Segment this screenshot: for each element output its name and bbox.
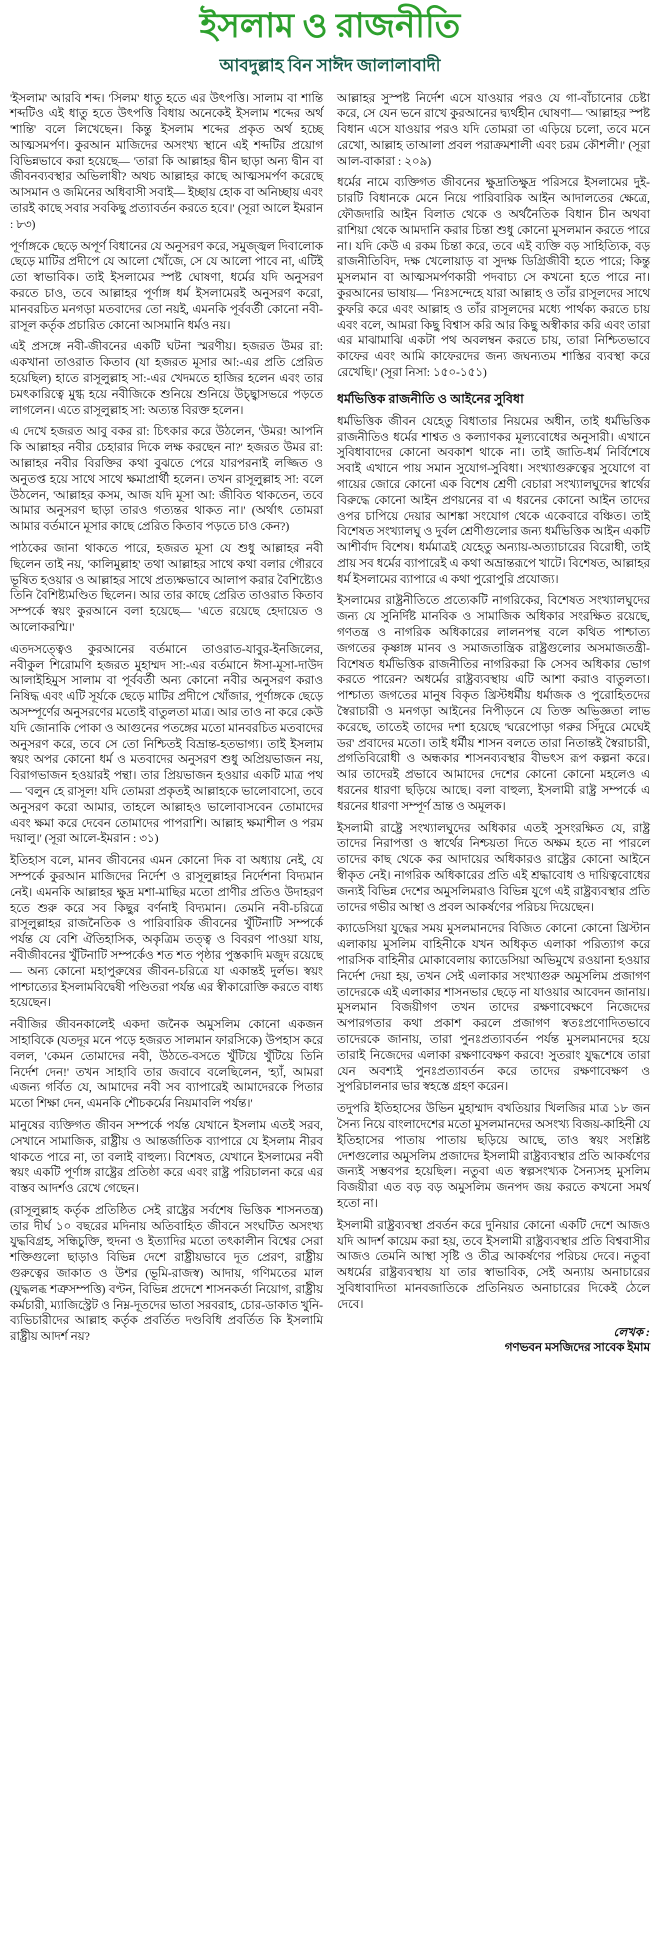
paragraph: ইসলামের রাষ্ট্রনীতিতে প্রত্যেকটি নাগরিকের, বিশেষত সংখ্যালঘুদের জন্য যে সুনির্দিষ্ট মানবিক ও সামাজিক অধিকার সংরক্ষিত রয়েছে, গণতন্ত্র ও নাগরিক অধিকারের লালনপন্থ বলে কথিত পাশ্চাত্য জগতের কৃষ্ণাঙ্গ মানব ও সমাজতান্ত্রিক রাষ্ট্রগুলোর অসমাজতন্ত্রী-বিশেষত ধর্মভিত্তিক রাজনীতির নাগরিকরা কি সেসব অধিকার ভোগ করতে পারেন? অধর্মের রাষ্ট্রব্যবস্থায় এটি আশা করাও বাতুলতা। পাশ্চাত্য জগতের মানুষ বিকৃত খ্রিস্টধর্মীয় ধর্মাজক ও পুরোহিতদের স্বৈরাচারী ও মনগড়া আইনের নিপীড়নে যে তিক্ত অভিজ্ঞতা লাভ করেছে, তাতেই তাদের দশা হয়েছে 'ঘরেপোড়া গরুর সিঁদুরে মেঘেই ডর' প্রবাদের মতো। তাই ধর্মীয় শাসন বলতে তারা নিতান্তই স্বৈরাচারী, প্রগতিবিরোধী ও অন্ধকার শাসনব্যবস্থার বীভৎস রূপ কল্পনা করে। আর তাদেরই প্রভাবে আমাদের দেশের কোনো কোনো মহলেও এ ধরনের ধারণা ছড়িয়ে আছে। বলা বাহুল্য, ইসলামী রাষ্ট্র সম্পর্কে এ ধরনের ধারণা সম্পূর্ণ ভ্রান্ত ও অমূলক। (337, 593, 650, 813)
author-signature-label: লেখক : (613, 1324, 650, 1339)
paragraph: নবীজির জীবনকালেই একদা জনৈক অমুসলিম কোনো একজন সাহাবিকে (যতদূর মনে পড়ে হজরত সালমান ফারসিকে) উপহাস করে বলল, 'কেমন তোমাদের নবী, উঠতে-বসতে খুঁটিয়ে খুঁটিয়ে তিনি নির্দেশ দেন!' তখন সাহাবি তার জবাবে বলেছিলেন, 'হ্যাঁ, আমরা এজন্য গর্বিত যে, আমাদের নবী সব ব্যাপারেই আমাদেরকে পিতার মতো শিক্ষা দেন, এমনকি শৌচকর্মের নিয়মাবলি পর্যন্ত।' (10, 1017, 323, 1111)
paragraph: ইসলামী রাষ্ট্রব্যবস্থা প্রবর্তন করে দুনিয়ার কোনো একটি দেশে আজও যদি আদর্শ কায়েম করা হয়, তবে ইসলামী রাষ্ট্রব্যবস্থার প্রতি বিশ্ববাসীর আজও তেমনি আস্থা সৃষ্টি ও তীব্র আকর্ষণের পরিচয় দেবে। নতুবা অধর্মের রাষ্ট্রব্যবস্থায় যা তার স্বাভাবিক, সেই অন্যায় অনাচারের সুবিধাবাদিতা মানবজাতিকে প্রতিনিয়ত অনাচারের দিকেই ঠেলে দেবে। (337, 1217, 650, 1311)
article-author: আবদুল্লাহ বিন সাঈদ জালালাবাদী (219, 55, 441, 75)
article-header (10, 6, 650, 81)
author-signature-name: গণভবন মসজিদের সাবেক ইমাম (504, 1340, 650, 1355)
paragraph: ইসলামী রাষ্ট্রে সংখ্যালঘুদের অধিকার এতই সুসংরক্ষিত যে, রাষ্ট্র তাদের নিরাপত্তা ও স্বার্থের নিশ্চয়তা দিতে অক্ষম হতে না পারলে তাদের কাছ থেকে কর আদায়ের অধিকারও রাষ্ট্রের কোনো আইনে স্বীকৃত নেই। নাগরিক অধিকারের প্রতি এই শ্রদ্ধাবোধ ও দায়িত্ববোধের জন্যই বিভিন্ন দেশের অমুসলিমরাও বিভিন্ন যুগে এই রাষ্ট্রব্যবস্থার প্রতি তাদের গভীর আস্থা ও প্রবল আকর্ষণের পরিচয় দিয়েছেন। (337, 820, 650, 914)
right-column (337, 91, 650, 1357)
paragraph: পূর্ণাঙ্গকে ছেড়ে অপূর্ণ বিধানের যে অনুসরণ করে, সমুজ্জ্বল দিবালোক ছেড়ে মাটির প্রদীপে যে আলো খোঁজে, সে যে আলো পাবে না, এটিই তো স্বাভাবিক। তাই ইসলামের স্পষ্ট ঘোষণা, ধর্মের যদি অনুসরণ করতে চাও, তবে আল্লাহর পূর্ণাঙ্গ ধর্ম ইসলামেরই অনুসরণ করো, মানবরচিত মনগড়া মতবাদের তো নয়ই, এমনকি পূর্ববর্তী কোনো নবী-রাসূল কর্তৃক প্রচারিত কোনো আসমানি ধর্মও নয়। (10, 238, 323, 332)
paragraph: ইতিহাস বলে, মানব জীবনের এমন কোনো দিক বা অধ্যায় নেই, যে সম্পর্কে কুরআন মাজিদের নির্দেশ ও রাসূলুল্লাহর নির্দেশনা বিদ্যমান নেই। এমনকি আল্লাহর ক্ষুদ্র মশা-মাছির মতো প্রাণীর প্রতিও উদাহরণ হতে শুরু করে সব কিছুর বর্ণনাই বিদ্যমান। তেমনি নবী-চরিত্রে রাসূলুল্লাহর রাজনৈতিক ও পারিবারিক জীবনের খুঁটিনাটি সম্পর্কে পর্যন্ত যে বেশি ঐতিহাসিক, অকৃত্রিম তত্ত্ব ও বিবরণ পাওয়া যায়, নবীজীবনের খুঁটিনাটি সম্পর্কেও শত শত পৃষ্ঠার পুস্তকাদি মজুদ রয়েছে— অন্য কোনো মহাপুরুষের জীবন-চরিত্রে যা একান্তই দুর্লভ। স্বয়ং পাশ্চাত্যের ইসলামবিদ্বেষী পণ্ডিতরা পর্যন্ত এর স্বীকারোক্তি করতে বাধ্য হয়েছেন। (10, 853, 323, 1010)
paragraph: এই প্রসঙ্গে নবী-জীবনের একটি ঘটনা স্মরণীয়। হজরত উমর রা: একখানা তাওরাত কিতাব (যা হজরত মূসার আ:-এর প্রতি প্রেরিত হয়েছিল) হাতে রাসূলুল্লাহ সা:-এর খেদমতে হাজির হলেন এবং তার চমৎকারিত্বে মুগ্ধ হয়ে নবীজিকে শুনিয়ে শুনিয়ে উচ্ছ্বাসভরে পড়তে লাগলেন। এতে রাসূলুল্লাহ সা: অত্যন্ত বিরক্ত হলেন। (10, 339, 323, 417)
left-column (10, 91, 323, 1352)
paragraph: আল্লাহর সুস্পষ্ট নির্দেশ এসে যাওয়ার পরও যে গা-বাঁচানোর চেষ্টা করে, সে যেন ভনে রাখে কুরআনের দ্ব্যর্থহীন ঘোষণা— 'আল্লাহর স্পষ্ট বিধান এসে যাওয়ার পরও যদি তোমরা তা এড়িয়ে চলো, তবে মনে রেখো, আল্লাহ তাআলা প্রবল পরাক্রমশালী এবং চরম কৌশলী।' (সূরা আল-বাকারা : ২০৯) (337, 90, 650, 168)
paragraph: ধর্মের নামে ব্যক্তিগত জীবনের ক্ষুদ্রাতিক্ষুদ্র পরিসরে ইসলামের দুই-চারটি বিধানকে মেনে নিয়ে পারিবারিক আইন আদালতের ক্ষেত্রে, ফৌজদারি আইন বিলাত থেকে ও অর্থনৈতিক বিধান চীন অথবা রাশিয়া থেকে আমদানি করার চিন্তা শুধু কোনো মুসলমান করতে পারে না। যদি কেউ এ রকম চিন্তা করে, তবে এই ব্যক্তি বড় সাহিত্যিক, বড় রাজনীতিবিদ, দক্ষ খেলোয়াড় বা সুদক্ষ ডিগ্রিজীবী হতে পারে; কিন্তু মুসলমান বা আত্মসমর্পণকারী পদবাচ্য সে কখনো হতে পারে না। কুরআনের ভাষায়— 'নিঃসন্দেহে যারা আল্লাহ ও তাঁর রাসূলদের সাথে কুফরি করে এবং আল্লাহ ও তাঁর রাসূলদের মধ্যে পার্থক্য করতে চায় এবং বলে, আমরা কিছু বিশ্বাস করি আর কিছু অস্বীকার করি এবং তারা এর মাঝামাঝি একটা পথ অবলম্বন করতে চায়, তারা নিশ্চিতভাবে কাফের এবং আমি কাফেরদের জন্য জঘন্যতম শাস্তির ব্যবস্থা করে রেখেছি।' (সূরা নিসা: ১৫০-১৫১) (337, 175, 650, 380)
paragraph: ক্যাডেসিয়া যুদ্ধের সময় মুসলমানদের বিজিত কোনো কোনো খ্রিস্টান এলাকায় মুসলিম বাহিনীকে যখন অধিকৃত এলাকা পরিত্যাগ করে পারসিক বাহিনীর মোকাবেলায় ক্যাডেসিয়া অভিমুখে রওয়ানা হওয়ার নির্দেশ দেয়া হয়, তখন সেই এলাকার সংখ্যাগুরু অমুসলিম প্রজাগণ তাদেরকে এই এলাকার শাসনভার ছেড়ে না যাওয়ার আবেদন জানায়। মুসলমান বিজয়ীগণ তখন তাদের রক্ষণাবেক্ষণে নিজেদের অপারগতার কথা প্রকাশ করলে প্রজাগণ স্বতঃপ্রণোদিতভাবে তাদেরকে জানায়, তারা পুনঃপ্রত্যাবর্তন পর্যন্ত মুসলমানদের হয়ে তারাই নিজেদের এলাকা রক্ষণাবেক্ষণ করবে! সুতরাং যুদ্ধশেষে তারা যেন অবশ্যই পুনঃপ্রত্যাবর্তন করে তাদের রক্ষণাবেক্ষণ ও সুপরিচালনার ভার স্বহস্তে গ্রহণ করেন। (337, 921, 650, 1094)
paragraph: ধর্মভিত্তিক জীবন যেহেতু বিধাতার নিয়মের অধীন, তাই ধর্মভিত্তিক রাজনীতিও ধর্মের শাশ্বত ও কল্যাণকর মূল্যবোধের অনুসারী। এখানে সুবিধাবাদের কোনো অবকাশ থাকে না। তাই জাতি-ধর্ম নির্বিশেষে সবাই এখানে পায় সমান সুযোগ-সুবিধা। সংখ্যাগুরুত্বের সুযোগে বা গায়ের জোরে কোনো এক বিশেষ শ্রেণী বেচারা সংখ্যালঘুদের স্বার্থের বিরুদ্ধে কোনো আইন প্রণয়নের বা এ ধরনের কোনো আইন তাদের ওপর চাপিয়ে দেয়ার আশঙ্কা সংযোগ থেকে একেবারে বঞ্চিত। তাই বিশেষত সংখ্যালঘু ও দুর্বল শ্রেণীগুলোর জন্য ধর্মভিত্তিক আইন একটি আশীর্বাদ বিশেষ। ধর্মমাত্রই যেহেতু অন্যায়-অত্যাচারের বিরোধী, তাই প্রায় সব ধর্মের ব্যাপারেই এ কথা অভ্রান্তরূপে খাটে। বিশেষত, আল্লাহর ধর্ম ইসলামের ব্যাপারে এ কথা পুরোপুরি প্রযোজ্য। (337, 413, 650, 586)
paragraph: 'ইসলাম' আরবি শব্দ। 'সিলম' ধাতু হতে এর উৎপত্তি। সালাম বা শান্তি শব্দটিও এই ধাতু হতে উৎপত্তি বিধায় অনেকেই ইসলাম শব্দের অর্থ 'শান্তি' বলে লিখেছেন। কিন্তু ইসলাম শব্দের প্রকৃত অর্থ হচ্ছে আত্মসমর্পণ। কুরআন মাজিদের অসংখ্য স্থানে এই শব্দটির প্রয়োগ বিভিন্নভাবে করা হয়েছে— 'তারা কি আল্লাহর দ্বীন ছাড়া অন্য দ্বীন বা জীবনব্যবস্থার অভিলাষী? অথচ আল্লাহর কাছে আত্মসমর্পণ করেছে আসমান ও জমিনের অধিবাসী সবাই— ইচ্ছায় হোক বা অনিচ্ছায় এবং তারই কাছে সবার সবকিছু প্রত্যাবর্তন করতে হবে।' (সূরা আলে ইমরান : ৮৩) (10, 90, 323, 231)
paragraph: পাঠকের জানা থাকতে পারে, হজরত মূসা যে শুধু আল্লাহর নবী ছিলেন তাই নয়, 'কালিমুল্লাহ' তথা আল্লাহর সাথে কথা বলার গৌরবে ভূষিত হওয়ার ও আল্লাহর সাথে প্রত্যক্ষভাবে আলাপ করার বৈশিষ্ট্যেও তিনি বৈশিষ্ট্যমণ্ডিত ছিলেন। আর তার কাছে প্রেরিত তাওরাত কিতাব সম্পর্কে স্বয়ং কুরআনে বলা হয়েছে— 'এতে রয়েছে হেদায়েত ও আলোকরশ্মি।' (10, 541, 323, 634)
section-heading: ধর্মভিত্তিক রাজনীতি ও আইনের সুবিধা (337, 391, 524, 406)
page-title: ইসলাম ও রাজনীতি (199, 8, 461, 45)
paragraph: এতদসত্ত্বেও কুরআনের বর্তমানে তাওরাত-যাবুর-ইনজিলের, নবীকুল শিরোমণি হজরত মুহাম্মদ সা:-এর বর্তমানে ঈসা-মূসা-দাউদ আলাইহিমুস সালাম বা পূর্ববর্তী অন্য কোনো নবীর অনুসরণ করাও নিষিদ্ধ এবং এটি সূর্যকে ছেড়ে মাটির প্রদীপে খোঁজার, পূর্ণাঙ্গকে ছেড়ে অসম্পূর্ণের অনুসরণের মতোই বাতুলতা মাত্র। আর তাও না করে কেউ যদি জোনাকি পোকা ও আগুনের পতঙ্গের মতো মানবরচিত মতবাদের অনুসরণ করে, তবে সে তো নিশ্চিতই বিভ্রান্ত-হতভাগ্য। তাই ইসলাম স্বয়ং অপর কোনো ধর্ম ও মতবাদের অনুসরণ শুধু অপ্রিয়ভাজন নয়, বিরাগভাজন হওয়ারই পন্থা। তার প্রিয়ভাজন হওয়ার একটি মাত্র পথ— 'বলুন হে রাসূল! যদি তোমরা প্রকৃতই আল্লাহকে ভালোবাসো, তবে অনুসরণ করো আমার, তাহলে আল্লাহও ভালোবাসবেন তোমাদের এবং ক্ষমা করে দেবেন তোমাদের পাপরাশি। আল্লাহ ক্ষমাশীল ও পরম দয়ালু।' (সূরা আলে-ইমরান : ৩১) (10, 641, 323, 846)
paragraph: (রাসূলুল্লাহ কর্তৃক প্রতিষ্ঠিত সেই রাষ্ট্রের সর্বশেষ ভিত্তিক শাসনতন্ত্র) তার দীর্ঘ ১০ বছরের মদিনায় অতিবাহিত জীবনে সংঘটিত অসংখ্য যুদ্ধবিগ্রহ, সন্ধিচুক্তি, হুদনা ও ইত্যাদির মতো তৎকালীন বিশ্বের সেরা শক্তিগুলো ছাড়াও বিভিন্ন দেশে রাষ্ট্রীয়ভাবে দূত প্রেরণ, রাষ্ট্রীয় গুরুত্বের জাকাত ও উশর (ভূমি-রাজস্ব) আদায়, গণিমতের মাল (যুদ্ধলব্ধ শত্রুসম্পত্তি) বণ্টন, বিভিন্ন প্রদেশে শাসনকর্তা নিয়োগ, রাষ্ট্রীয় কর্মচারী, ম্যাজিস্ট্রেট ও নিম্ন-দূতদের ভাতা সরবরাহ, চোর-ডাকাত খুনি-ব্যভিচারীদের আল্লাহ কর্তৃক প্রবর্তিত দণ্ডবিধি প্রবর্তিত কি ইসলামি রাষ্ট্রীয় আদর্শ নয়? (10, 1202, 323, 1344)
article-body (10, 91, 650, 1357)
paragraph: তদুপরি ইতিহাসের উভিন মুহাম্মাদ বখতিয়ার খিলজির মাত্র ১৮ জন সৈন্য নিয়ে বাংলাদেশের মতো মুসলমানদের অসংখ্য বিজয়-কাহিনী যে ইতিহাসের পাতায় পাতায় ছড়িয়ে আছে, তাও স্বয়ং সংশ্লিষ্ট দেশগুলোর অমুসলিম প্রজাদের ইসলামী রাষ্ট্রব্যবস্থার প্রতি আকর্ষণের জন্যই সম্ভবপর হয়েছিল। নতুবা এত স্বল্পসংখ্যক সৈন্যসহ মুসলিম বিজয়ীরা এত বড় বড় অমুসলিম জনপদ জয় করতে কখনো সমর্থ হতো না। (337, 1101, 650, 1210)
paragraph: এ দেখে হজরত আবু বকর রা: চিৎকার করে উঠলেন, 'উমর! আপনি কি আল্লাহর নবীর চেহারার দিকে লক্ষ করছেন না?' হজরত উমর রা: আল্লাহর নবীর বিরক্তির কথা বুঝতে পেরে যারপরনাই লজ্জিত ও অনুতপ্ত হয়ে সাথে সাথে ক্ষমাপ্রার্থী হলেন। তখন রাসূলুল্লাহ সা: বলে উঠলেন, 'আল্লাহর কসম, আজ যদি মূসা আ: জীবিত থাকতেন, তবে আমার অনুসরণ ছাড়া তারও গত্যন্তর থাকত না।' (অর্থাৎ তোমরা আমার বর্তমানে মূসার কাছে প্রেরিত কিতাব পড়তে চাও কেন?) (10, 424, 323, 534)
paragraph: মানুষের ব্যক্তিগত জীবন সম্পর্কে পর্যন্ত যেখানে ইসলাম এতই সরব, সেখানে সামাজিক, রাষ্ট্রীয় ও আন্তর্জাতিক ব্যাপারে যে ইসলাম নীরব থাকতে পারে না, তা বলাই বাহুল্য। বিশেষত, যেখানে ইসলামের নবী স্বয়ং একটি পূর্ণাঙ্গ রাষ্ট্রের প্রতিষ্ঠা করে এবং রাষ্ট্র পরিচালনা করে এর বাস্তব আদর্শও রেখে গেছেন। (10, 1117, 323, 1196)
